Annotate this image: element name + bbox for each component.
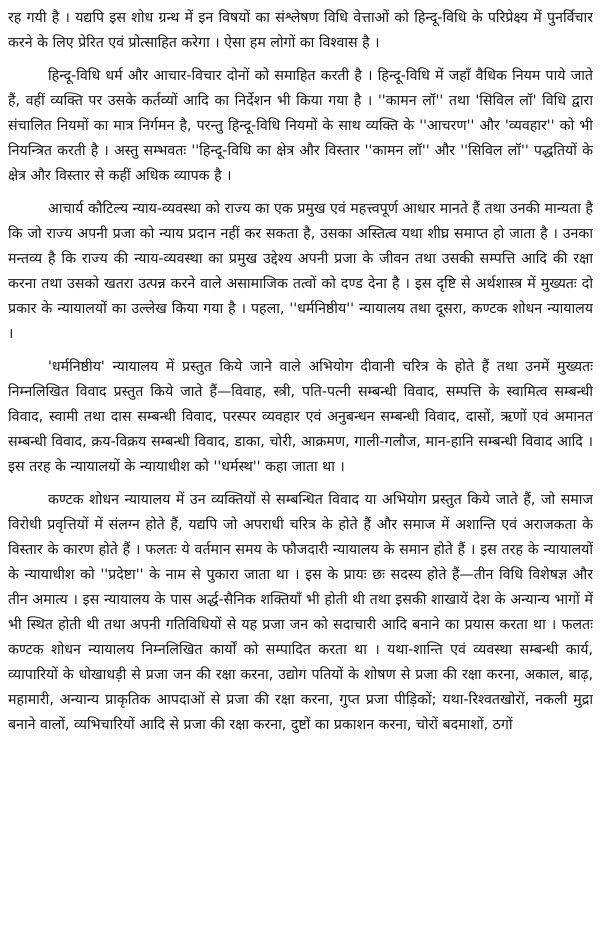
paragraph-hindu-vidhi: हिन्दू-विधि धर्म और आचार-विचार दोनों को समाहित करती है । हिन्दू-विधि में जहाँ वैधिक नियम पाये जाते हैं, वहीं व्यक्ति पर उसके कर्तव्यों आदि का निर्देशन भी किया गया है । ''कामन लॉ'' तथा 'सिविल लॉ' विधि द्वारा संचालित नियमों का मात्र निर्गमन है, परन्तु हिन्दू-विधि नियमों के साथ व्यक्ति के ''आचरण'' और 'व्यवहार'' को भी नियन्त्रित करती है । अस्तु सम्भवतः ''हिन्दू-विधि का क्षेत्र और विस्तार ''कामन लॉ'' और ''सिविल लॉ'' पद्धतियों के क्षेत्र और विस्तार से कहीं अधिक व्यापक है । xyxy=(8,68,593,184)
paragraph-kautilya: आचार्य कौटिल्य न्याय-व्यवस्था को राज्य का एक प्रमुख एवं महत्त्वपूर्ण आधार मानते हैं तथा उनकी मान्यता है कि जो राज्य अपनी प्रजा को न्याय प्रदान नहीं कर सकता है, उसका अस्तित्व यथा शीघ्र समाप्त हो जाता है । उनका मन्तव्य है कि राज्य की न्याय-व्यवस्था का प्रमुख उद्देश्य अपनी प्रजा के जीवन तथा उसकी सम्पत्ति आदि की रक्षा करना तथा उसको खतरा उत्पन्न करने वाले असामाजिक तत्वों को दण्ड देना है । इस दृष्टि से अर्थशास्त्र में मुख्यतः दो प्रकार के न्यायालयों का उल्लेख किया गया है । पहला, ''धर्मनिष्ठीय'' न्यायालय तथा दूसरा, कण्टक शोधन न्यायालय । xyxy=(8,201,593,342)
paragraph-dharmanishthiya: 'धर्मनिष्ठीय' न्यायालय में प्रस्तुत किये जाने वाले अभियोग दीवानी चरित्र के होते हैं तथा उनमें मुख्यतः निम्नलिखित विवाद प्रस्तुत किये जाते हैं—विवाह, स्त्री, पति-पत्नी सम्बन्धी विवाद, सम्पत्ति के स्वामित्व सम्बन्धी विवाद, स्वामी तथा दास सम्बन्धी विवाद, परस्पर व्यवहार एवं अनुबन्धन सम्बन्धी विवाद, दासों, ऋणों एवं अमानत सम्बन्धी विवाद, क्रय-विक्रय सम्बन्धी विवाद, डाका, चोरी, आक्रमण, गाली-गलौज, मान-हानि सम्बन्धी विवाद आदि । इस तरह के न्यायालयों के न्यायाधीश को ''धर्मस्थ'' कहा जाता था । xyxy=(8,359,593,475)
document-page xyxy=(8,6,593,936)
paragraph-kantak-shodhan: कण्टक शोधन न्यायालय में उन व्यक्तियों से सम्बन्धित विवाद या अभियोग प्रस्तुत किये जाते हैं, जो समाज विरोधी प्रवृत्तियों में संलग्न होते हैं, यद्यपि जो अपराधी चरित्र के होते हैं और समाज में अशान्ति एवं अराजकता के विस्तार के कारण होते हैं । फलतः ये वर्तमान समय के फौजदारी न्यायालय के समान होते हैं । इस तरह के न्यायालयों के न्यायाधीश को ''प्रदेष्टा'' के नाम से पुकारा जाता था । इस के प्रायः छः सदस्य होते हैं—तीन विधि विशेषज्ञ और तीन अमात्य । इस न्यायालय के पास अर्द्ध-सैनिक शक्तियाँ भी होती थी तथा इसकी शाखायें देश के अन्यान्य भागों में भी स्थित होती थी तथा अपनी गतिविधियों से यह प्रजा जन को सदाचारी आदि बनाने का प्रयास करता था । फलतः कण्टक शोधन न्यायालय निम्नलिखित कार्यों को सम्पादित करता था । यथा-शान्ति एवं व्यवस्था सम्बन्धी कार्य, व्यापारियों के धोखाधड़ी से प्रजा जन की रक्षा करना, उद्योग पतियों के शोषण से प्रजा की रक्षा करना, अकाल, बाढ़, महामारी, अन्यान्य प्राकृतिक आपदाओं से प्रजा की रक्षा करना, गुप्त प्रजा पीड़िकों; यथा-रिश्वतखोरों, नकली मुद्रा बनाने वालों, व्यभिचारियों आदि से प्रजा की रक्षा करना, दुष्टों का प्रकाशन करना, चोरों बदमाशों, ठगों xyxy=(8,492,593,733)
paragraph-continuation: रह गयी है । यद्यपि इस शोध ग्रन्थ में इन विषयों का संश्लेषण विधि वेत्ताओं को हिन्दू-विधि के परिप्रेक्ष्य में पुनर्विचार करने के लिए प्रेरित एवं प्रोत्साहित करेगा । ऐसा हम लोगों का विश्वास है । xyxy=(8,10,593,51)
